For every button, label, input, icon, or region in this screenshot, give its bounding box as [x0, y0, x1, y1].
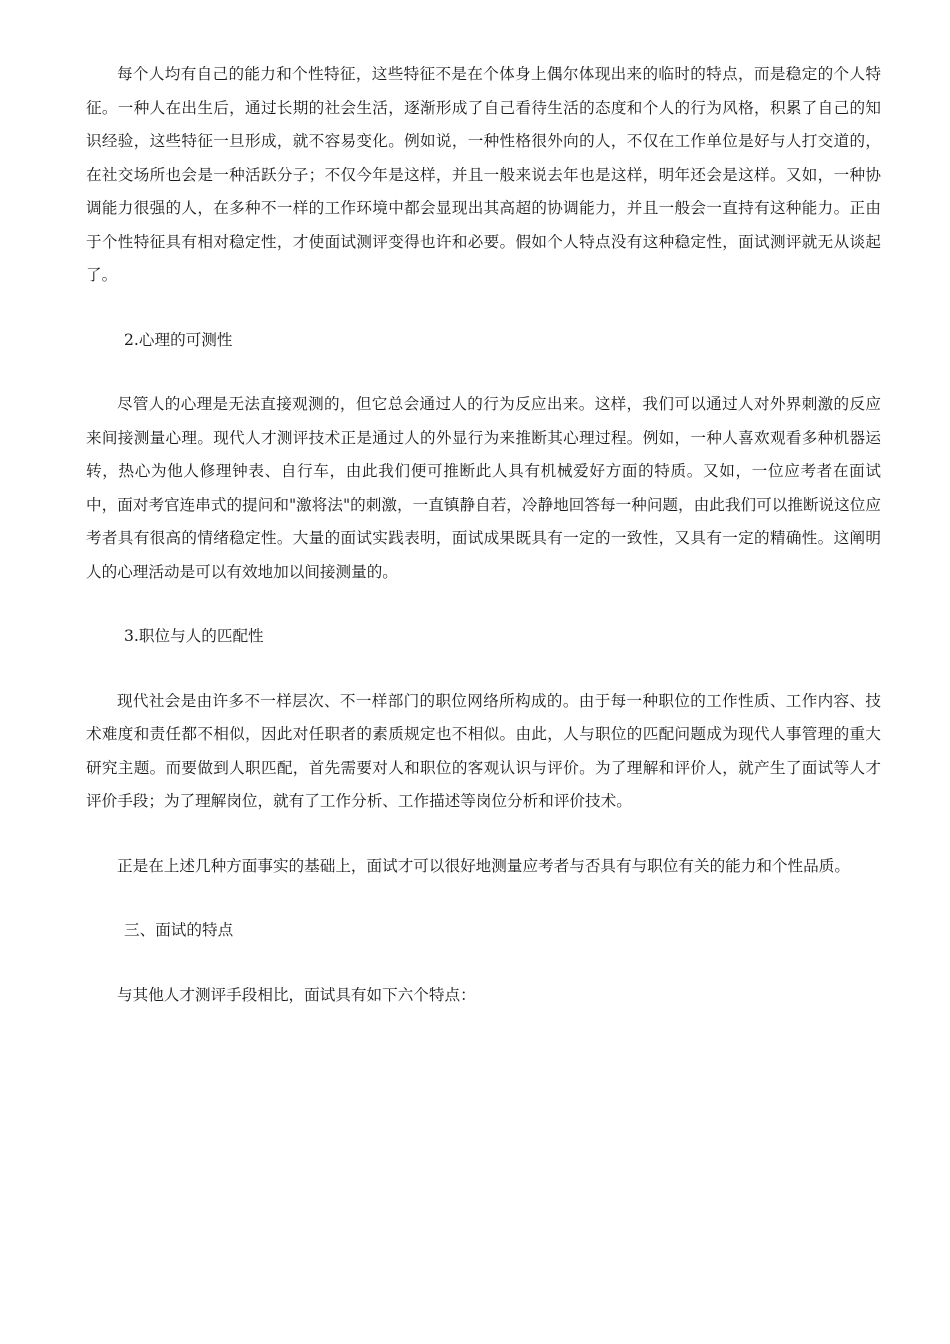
paragraph-summary: 正是在上述几种方面事实的基础上，面试才可以很好地测量应考者与否具有与职位有关的能力和个性品质。: [117, 856, 850, 875]
heading-position-person-match: 3.职位与人的匹配性: [124, 627, 264, 645]
paragraph-position-person-match: 现代社会是由许多不一样层次、不一样部门的职位网络所构成的。由于每一种职位的工作性质、工作内容、技术难度和责任都不相似，因此对任职者的素质规定也不相似。由此，人与职位的匹配问题成为现代人事管理的重大研究主题。而要做到人职匹配，首先需要对人和职位的客观认识与评价。为了理解和评价人，就产生了面试等人才评价手段；为了理解岗位，就有了工作分析、工作描述等岗位分析和评价技术。: [86, 691, 881, 810]
paragraph-psychological-measurability: 尽管人的心理是无法直接观测的，但它总会通过人的行为反应出来。这样，我们可以通过人对外界刺激的反应来间接测量心理。现代人才测评技术正是通过人的外显行为来推断其心理过程。例如，一种人喜欢观看多种机器运转，热心为他人修理钟表、自行车，由此我们便可推断此人具有机械爱好方面的特质。又如，一位应考者在面试中，面对考官连串式的提问和"激将法"的刺激，一直镇静自若，冷静地回答每一种问题，由此我们可以推断说这位应考者具有很高的情绪稳定性。大量的面试实践表明，面试成果既具有一定的一致性，又具有一定的精确性。这阐明人的心理活动是可以有效地加以间接测量的。: [86, 395, 881, 581]
paragraph-personality-stability: 每个人均有自己的能力和个性特征，这些特征不是在个体身上偶尔体现出来的临时的特点，而是稳定的个人特征。一种人在出生后，通过长期的社会生活，逐渐形成了自己看待生活的态度和个人的行为风格，积累了自己的知识经验，这些特征一旦形成，就不容易变化。例如说，一种性格很外向的人，不仅在工作单位是好与人打交道的，在社交场所也会是一种活跃分子；不仅今年是这样，并且一般来说去年也是这样，明年还会是这样。又如，一种协调能力很强的人，在多种不一样的工作环境中都会显现出其高超的协调能力，并且一般会一直持有这种能力。正由于个性特征具有相对稳定性，才使面试测评变得也许和必要。假如个人特点没有这种稳定性，面试测评就无从谈起了。: [86, 65, 881, 284]
paragraph-interview-features-intro: 与其他人才测评手段相比，面试具有如下六个特点：: [117, 985, 476, 1004]
heading-psychological-measurability: 2.心理的可测性: [124, 330, 233, 349]
heading-interview-features: 三、面试的特点: [124, 921, 234, 939]
document-body: [86, 58, 881, 1043]
